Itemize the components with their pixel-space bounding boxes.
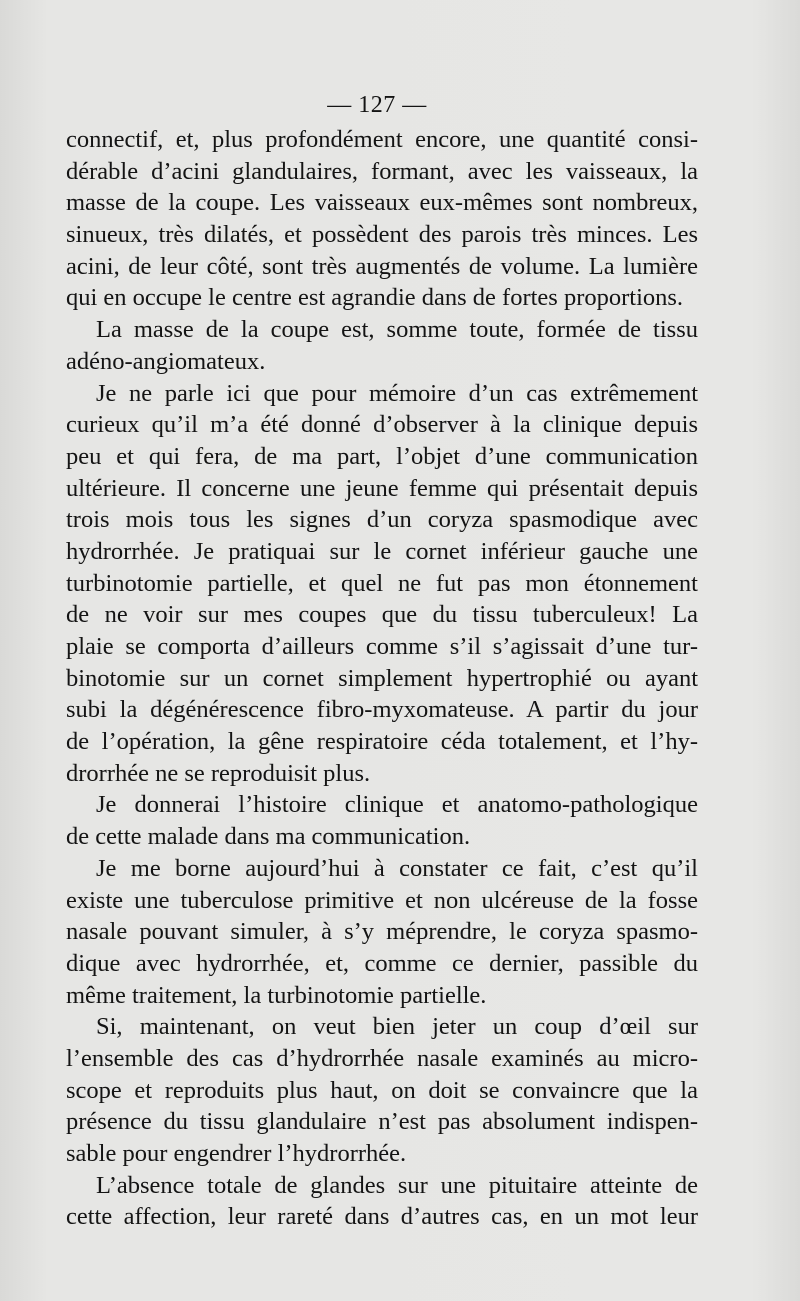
page-number: — 127 — — [327, 92, 427, 118]
text-line: subi la dégénérescence fibro-myxomateuse. A partir du jour — [66, 696, 698, 724]
text-line: Si, maintenant, on veut bien jeter un coup d’œil sur — [96, 1013, 698, 1041]
text-line: dérable d’acini glandulaires, formant, avec les vaisseaux, la — [66, 157, 698, 185]
text-line: adéno-angiomateux. — [66, 347, 266, 375]
text-line: même traitement, la turbinotomie partielle. — [66, 981, 487, 1009]
text-line: scope et reproduits plus haut, on doit se convaincre que la — [66, 1076, 698, 1104]
text-line: binotomie sur un cornet simplement hypertrophié ou ayant — [66, 664, 698, 692]
text-line: existe une tuberculose primitive et non ulcéreuse de la fosse — [66, 886, 698, 914]
text-line: qui en occupe le centre est agrandie dans de fortes proportions. — [66, 284, 684, 312]
text-line: curieux qu’il m’a été donné d’observer à la clinique depuis — [66, 411, 698, 439]
text-line: turbinotomie partielle, et quel ne fut pas mon étonnement — [66, 569, 698, 597]
text-line: cette affection, leur rareté dans d’autres cas, en un mot leur — [66, 1203, 698, 1231]
text-line: Je donnerai l’histoire clinique et anatomo-pathologique — [96, 791, 698, 819]
text-line: nasale pouvant simuler, à s’y méprendre, le coryza spasmo- — [66, 918, 698, 946]
text-line: de l’opération, la gêne respiratoire céda totalement, et l’hy- — [66, 728, 698, 756]
text-line: connectif, et, plus profondément encore, une quantité consi- — [66, 126, 698, 153]
text-line: trois mois tous les signes d’un coryza spasmodique avec — [66, 506, 698, 534]
text-line: acini, de leur côté, sont très augmentés de volume. La lumière — [66, 252, 698, 280]
text-line: ultérieure. Il concerne une jeune femme qui présentait depuis — [66, 474, 698, 502]
body-text — [66, 124, 698, 1233]
text-line: Je ne parle ici que pour mémoire d’un cas extrêmement — [96, 379, 698, 407]
text-line: peu et qui fera, de ma part, l’objet d’une communication — [66, 442, 698, 470]
text-line: présence du tissu glandulaire n’est pas absolument indispen- — [66, 1108, 698, 1136]
text-line: hydrorrhée. Je pratiquai sur le cornet inférieur gauche une — [66, 537, 698, 565]
text-line: drorrhée ne se reproduisit plus. — [66, 759, 371, 787]
text-line: de cette malade dans ma communication. — [66, 823, 471, 851]
text-line: masse de la coupe. Les vaisseaux eux-mêmes sont nombreux, — [66, 189, 698, 217]
text-line: sinueux, très dilatés, et possèdent des parois très minces. Les — [66, 221, 698, 249]
text-line: l’ensemble des cas d’hydrorrhée nasale examinés au micro- — [66, 1044, 698, 1072]
text-line: de ne voir sur mes coupes que du tissu tuberculeux! La — [66, 601, 698, 629]
text-line: dique avec hydrorrhée, et, comme ce dernier, passible du — [66, 949, 698, 977]
text-line: Je me borne aujourd’hui à constater ce fait, c’est qu’il — [96, 854, 698, 882]
text-line: plaie se comporta d’ailleurs comme s’il s’agissait d’une tur- — [66, 633, 698, 660]
text-line: La masse de la coupe est, somme toute, formée de tissu — [96, 316, 698, 344]
text-line: L’absence totale de glandes sur une pituitaire atteinte de — [96, 1171, 698, 1199]
text-line: sable pour engendrer l’hydrorrhée. — [66, 1140, 407, 1167]
